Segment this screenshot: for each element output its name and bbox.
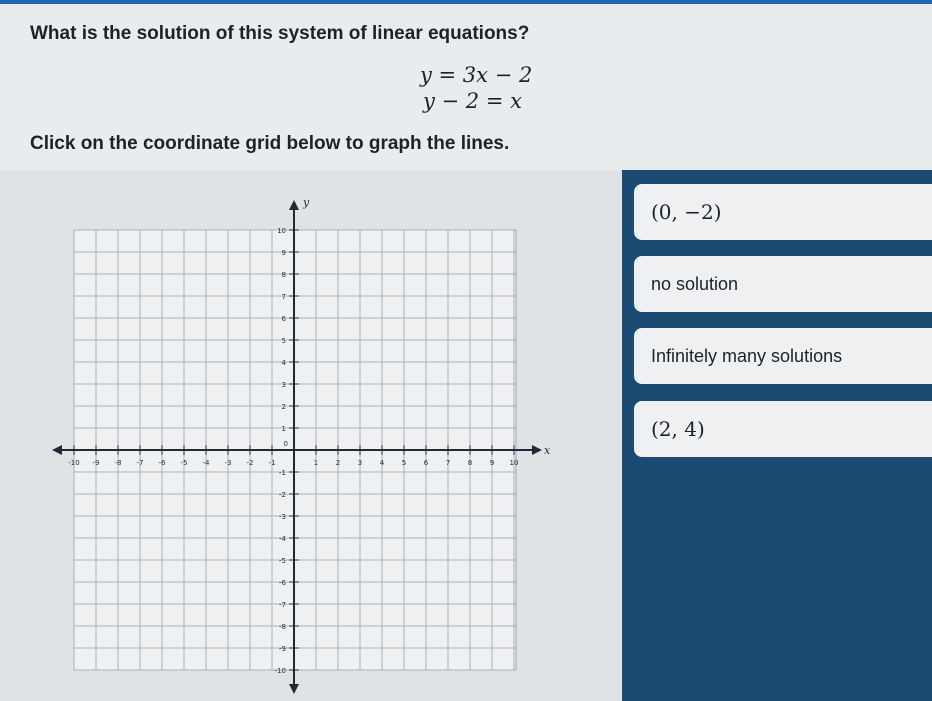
equation-2: y − 2 = x <box>423 89 522 113</box>
origin-label: 0 <box>283 440 288 448</box>
y-tick-label: -7 <box>279 601 286 609</box>
y-tick-label: -1 <box>279 469 286 477</box>
y-tick-label: -10 <box>274 667 286 675</box>
y-tick-label: -5 <box>279 557 286 565</box>
x-tick-label: -6 <box>158 459 166 467</box>
y-tick-label: -4 <box>279 535 286 543</box>
x-tick-label: 3 <box>357 459 363 467</box>
x-axis-arrow-right <box>532 445 542 455</box>
equation-1: y = 3x − 2 <box>420 63 533 87</box>
answer-choice-2[interactable]: no solution <box>634 256 932 312</box>
x-tick-label: 8 <box>467 459 473 467</box>
x-tick-label: -9 <box>92 459 100 467</box>
y-tick-label: 7 <box>281 293 286 301</box>
question-panel <box>0 4 932 170</box>
question-title: What is the solution of this system of linear equations? <box>30 23 530 44</box>
x-tick-label: 9 <box>489 459 495 467</box>
y-tick-label: 9 <box>281 249 286 257</box>
y-tick-label: 3 <box>281 381 286 389</box>
x-tick-label: -2 <box>246 459 254 467</box>
y-axis-arrow-down <box>289 684 299 694</box>
x-tick-label: -5 <box>180 459 188 467</box>
x-tick-label: -4 <box>202 459 210 467</box>
x-axis-label: x <box>544 444 551 457</box>
y-tick-label: -6 <box>279 579 286 587</box>
y-tick-label: 5 <box>281 337 286 345</box>
x-tick-label: 2 <box>335 459 341 467</box>
x-tick-label: 10 <box>509 459 519 467</box>
coordinate-grid[interactable] <box>0 170 622 701</box>
question-instruction: Click on the coordinate grid below to graph the lines. <box>30 133 510 154</box>
x-tick-label: 5 <box>401 459 407 467</box>
coordinate-grid-panel <box>0 170 622 701</box>
answer-choice-1[interactable]: (0, −2) <box>634 184 932 240</box>
x-tick-label: -10 <box>68 459 80 467</box>
y-tick-label: -8 <box>279 623 286 631</box>
y-tick-label: 6 <box>281 315 286 323</box>
y-tick-label: 10 <box>277 227 286 235</box>
x-tick-label: 1 <box>313 459 319 467</box>
y-tick-label: 2 <box>281 403 286 411</box>
y-tick-label: -9 <box>279 645 286 653</box>
y-axis-label: y <box>303 196 310 209</box>
y-tick-label: 1 <box>281 425 286 433</box>
x-tick-label: -1 <box>268 459 276 467</box>
x-tick-label: -8 <box>114 459 122 467</box>
y-tick-label: 4 <box>281 359 286 367</box>
x-tick-label: 6 <box>423 459 429 467</box>
x-tick-label: -7 <box>136 459 144 467</box>
answer-choice-3[interactable]: Infinitely many solutions <box>634 328 932 384</box>
x-tick-label: -3 <box>224 459 232 467</box>
y-axis-arrow-up <box>289 200 299 210</box>
x-tick-label: 7 <box>445 459 451 467</box>
x-axis-arrow-left <box>52 445 62 455</box>
answer-choice-4[interactable]: (2, 4) <box>634 401 932 457</box>
x-tick-label: 4 <box>379 459 385 467</box>
y-tick-label: -2 <box>279 491 286 499</box>
y-tick-label: -3 <box>279 513 286 521</box>
y-tick-label: 8 <box>281 271 286 279</box>
